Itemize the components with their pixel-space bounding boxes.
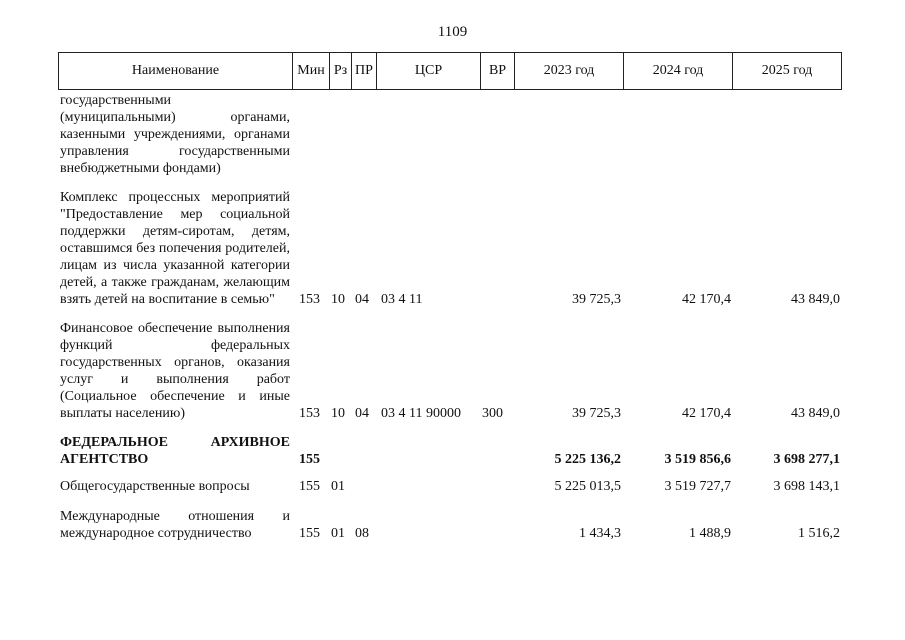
row-2024: 3 519 727,7 [664,479,731,494]
row-2025: 1 516,2 [798,526,840,541]
row-2025: 43 849,0 [791,406,840,421]
row-min: 155 [299,452,320,467]
row-2023: 5 225 136,2 [554,452,621,467]
row-rz: 01 [331,526,345,541]
header-min: Мин [293,53,330,90]
row-2024: 1 488,9 [689,526,731,541]
header-pr: ПР [352,53,377,90]
row-name: Общегосударственные вопросы [60,479,250,494]
row-name: государственными (муниципальными) органами, казенными учреждениями, органами управления государственными внебюджетными фондами) [60,93,290,176]
row-name: ФЕДЕРАЛЬНОЕ АРХИВНОЕ АГЕНТСТВО [60,435,290,467]
table-row [58,508,843,542]
row-pr: 04 [355,292,369,307]
row-vr: 300 [482,406,503,421]
header-name: Наименование [59,53,293,90]
header-2023: 2023 год [515,53,624,90]
row-2025: 43 849,0 [791,292,840,307]
header-2024: 2024 год [624,53,733,90]
row-2025: 3 698 143,1 [773,479,840,494]
page-number: 1109 [437,24,468,40]
row-2024: 42 170,4 [682,292,731,307]
table-header [58,52,842,90]
row-2023: 5 225 013,5 [554,479,621,494]
row-rz: 10 [331,406,345,421]
table-row [58,434,843,468]
row-rz: 01 [331,479,345,494]
header-vr: ВР [481,53,515,90]
row-name: Финансовое обеспечение выполнения функций федеральных государственных органов, оказания услуг и выполнения работ (Социальное обеспечение и иные выплаты населению) [60,321,290,421]
row-pr: 08 [355,526,369,541]
table-body [58,92,843,542]
row-2024: 3 519 856,6 [664,452,731,467]
row-rz: 10 [331,292,345,307]
row-2025: 3 698 277,1 [773,452,840,467]
row-csr: 03 4 11 [381,292,423,307]
row-min: 155 [299,479,320,494]
row-min: 153 [299,292,320,307]
row-name: Комплекс процессных мероприятий "Предоставление мер социальной поддержки детям-сиротам, детям, оставшимся без попечения родителей, лицам из числа указанной категории детей, а также гражданам, желающим взять детей на воспитание в семью" [60,190,290,307]
header-2025: 2025 год [733,53,842,90]
header-rz: Рз [330,53,352,90]
row-name: Международные отношения и международное сотрудничество [60,509,290,541]
row-2024: 42 170,4 [682,406,731,421]
row-min: 155 [299,526,320,541]
table-row [58,320,843,422]
row-2023: 39 725,3 [572,292,621,307]
row-min: 153 [299,406,320,421]
table-row [58,478,843,495]
row-2023: 1 434,3 [579,526,621,541]
row-csr: 03 4 11 90000 [381,406,461,421]
row-pr: 04 [355,406,369,421]
row-2023: 39 725,3 [572,406,621,421]
header-csr: ЦСР [377,53,481,90]
table-row [58,189,843,308]
table-row [58,92,843,177]
